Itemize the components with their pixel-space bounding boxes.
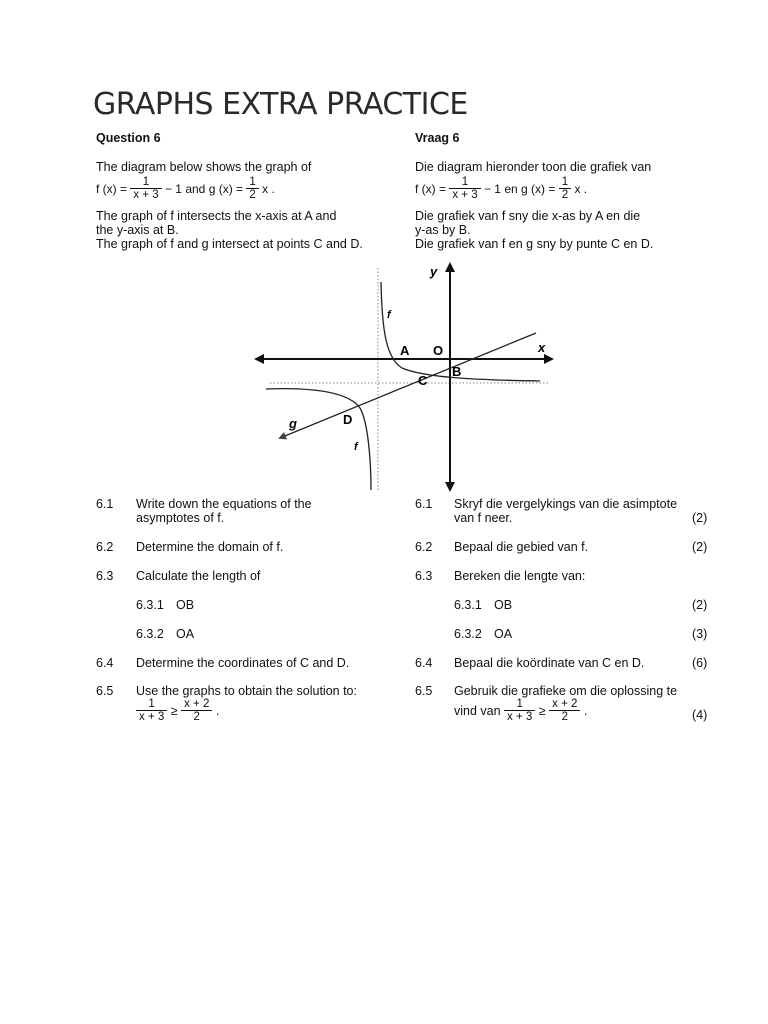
- inequality-sign: ≥: [170, 703, 178, 718]
- description-line: y-as by B.: [415, 223, 471, 237]
- f-fraction: [130, 176, 161, 201]
- question-6-3-1: [0, 598, 768, 614]
- question-text-af: [454, 497, 677, 525]
- description: [415, 209, 725, 251]
- g-lhs: g (x) =: [208, 181, 244, 196]
- g-label: g: [289, 416, 297, 431]
- inequality-sign: ≥: [538, 703, 546, 718]
- question-number-af: 6.1: [415, 497, 433, 511]
- g-numerator: 1: [561, 176, 569, 188]
- rhs-denominator: 2: [549, 710, 580, 723]
- question-text-en: Determine the coordinates of C and D.: [136, 656, 350, 670]
- subquestion-number-af: 6.3.2: [454, 627, 482, 641]
- f-lhs: f (x) =: [96, 181, 128, 196]
- marks: (2): [692, 598, 708, 612]
- question-number-af: 6.2: [415, 540, 433, 554]
- inequality-end: .: [583, 703, 588, 718]
- rhs-numerator: x + 2: [184, 698, 210, 710]
- question-text-af: Bepaal die gebied van f.: [454, 540, 589, 554]
- description-line: the y-axis at B.: [96, 223, 179, 237]
- question-number: 6.5: [96, 684, 114, 698]
- text-line: asymptotes of f.: [136, 511, 225, 525]
- subquestion-number: 6.3.2: [136, 627, 164, 641]
- description-line: Die grafiek van f en g sny by punte C en D.: [415, 237, 654, 251]
- question-text-en: OA: [176, 627, 195, 641]
- inequality-en: [136, 698, 219, 723]
- f-lower-label: f: [354, 441, 358, 453]
- question-number: 6.2: [96, 540, 114, 554]
- question-text-en: Use the graphs to obtain the solution to:: [136, 684, 357, 698]
- f-numerator: 1: [142, 176, 150, 188]
- inequality-af: [454, 698, 587, 723]
- description-line: The graph of f and g intersect at points C and D.: [96, 237, 363, 251]
- point-D-label: D: [343, 412, 353, 427]
- question-text-af: OB: [494, 598, 513, 612]
- subquestion-number-af: 6.3.1: [454, 598, 482, 612]
- f-denominator: x + 3: [449, 188, 480, 201]
- description-line: The graph of f intersects the x-axis at A and: [96, 209, 337, 223]
- question-6-2: [0, 540, 768, 556]
- f-rest: − 1 en: [483, 181, 518, 196]
- graph-diagram: [250, 260, 560, 495]
- g-rest: x .: [574, 181, 588, 196]
- marks: (2): [692, 540, 708, 554]
- question-number: 6.1: [96, 497, 114, 511]
- lhs-denominator: x + 3: [136, 710, 167, 723]
- g-fraction: [559, 176, 571, 201]
- english-column: [96, 131, 396, 251]
- x-axis-label: x: [538, 340, 546, 355]
- intro-text: The diagram below shows the graph of: [96, 160, 312, 174]
- marks: (3): [692, 627, 708, 641]
- question-6-5: [0, 684, 768, 734]
- question-text-af: OA: [494, 627, 513, 641]
- page-title: GRAPHS EXTRA PRACTICE: [93, 87, 468, 122]
- question-6-3: [0, 569, 768, 585]
- inequality-rhs-fraction: [181, 698, 212, 723]
- point-O-label: O: [433, 343, 444, 358]
- question-text-en: Calculate the length of: [136, 569, 261, 583]
- function-definitions: [415, 176, 587, 206]
- text-line: Skryf die vergelykings van die asimptote: [454, 497, 678, 511]
- description: [96, 209, 406, 251]
- subquestion-number: 6.3.1: [136, 598, 164, 612]
- point-B-label: B: [452, 364, 462, 379]
- intro-text: Die diagram hieronder toon die grafiek van: [415, 160, 652, 174]
- inequality-end: .: [215, 703, 220, 718]
- question-number-af: 6.5: [415, 684, 433, 698]
- g-numerator: 1: [249, 176, 256, 188]
- f-lower-branch: [266, 389, 371, 490]
- question-6-1: [0, 497, 768, 527]
- question-text-en: [136, 497, 312, 525]
- point-C-label: C: [418, 373, 428, 388]
- function-definitions: [96, 176, 275, 206]
- inequality-rhs-fraction: [549, 698, 580, 723]
- rhs-numerator: x + 2: [552, 698, 578, 710]
- question-text-af: Bereken die lengte van:: [454, 569, 586, 583]
- inequality-lhs-fraction: [504, 698, 535, 723]
- g-denominator: 2: [559, 188, 571, 201]
- question-number: 6.4: [96, 656, 114, 670]
- marks: (2): [692, 511, 708, 525]
- y-axis-label: y: [430, 264, 438, 279]
- marks: (4): [692, 708, 708, 722]
- g-lhs: g (x) =: [521, 181, 556, 196]
- question-text-en: Determine the domain of f.: [136, 540, 284, 554]
- g-fraction: [246, 176, 258, 201]
- f-lhs: f (x) =: [415, 181, 447, 196]
- lhs-numerator: 1: [148, 698, 155, 710]
- lhs-denominator: x + 3: [504, 710, 535, 723]
- question-number-af: 6.3: [415, 569, 433, 583]
- marks: (6): [692, 656, 708, 670]
- text-line: van f neer.: [454, 511, 513, 525]
- question-number: 6.3: [96, 569, 114, 583]
- question-heading: Vraag 6: [415, 131, 460, 145]
- g-rest: x .: [262, 181, 275, 196]
- text-line: Write down the equations of the: [136, 497, 312, 511]
- question-text-af: Gebruik die grafieke om die oplossing te: [454, 684, 678, 698]
- question-heading: Question 6: [96, 131, 161, 145]
- question-text-af: Bepaal die koördinate van C en D.: [454, 656, 645, 670]
- lhs-numerator: 1: [516, 698, 523, 710]
- question-text-af-line2: vind van: [454, 703, 501, 718]
- f-fraction: [449, 176, 480, 201]
- afrikaans-column: [415, 131, 715, 251]
- rhs-denominator: 2: [181, 710, 212, 723]
- description-line: Die grafiek van f sny die x-as by A en die: [415, 209, 641, 223]
- point-A-label: A: [400, 343, 410, 358]
- f-upper-label: f: [387, 309, 391, 321]
- question-text-en: OB: [176, 598, 195, 612]
- f-rest: − 1 and: [164, 181, 206, 196]
- inequality-lhs-fraction: [136, 698, 167, 723]
- question-number-af: 6.4: [415, 656, 433, 670]
- g-denominator: 2: [246, 188, 258, 201]
- question-6-3-2: [0, 627, 768, 643]
- question-6-4: [0, 656, 768, 672]
- f-denominator: x + 3: [130, 188, 161, 201]
- f-numerator: 1: [461, 176, 469, 188]
